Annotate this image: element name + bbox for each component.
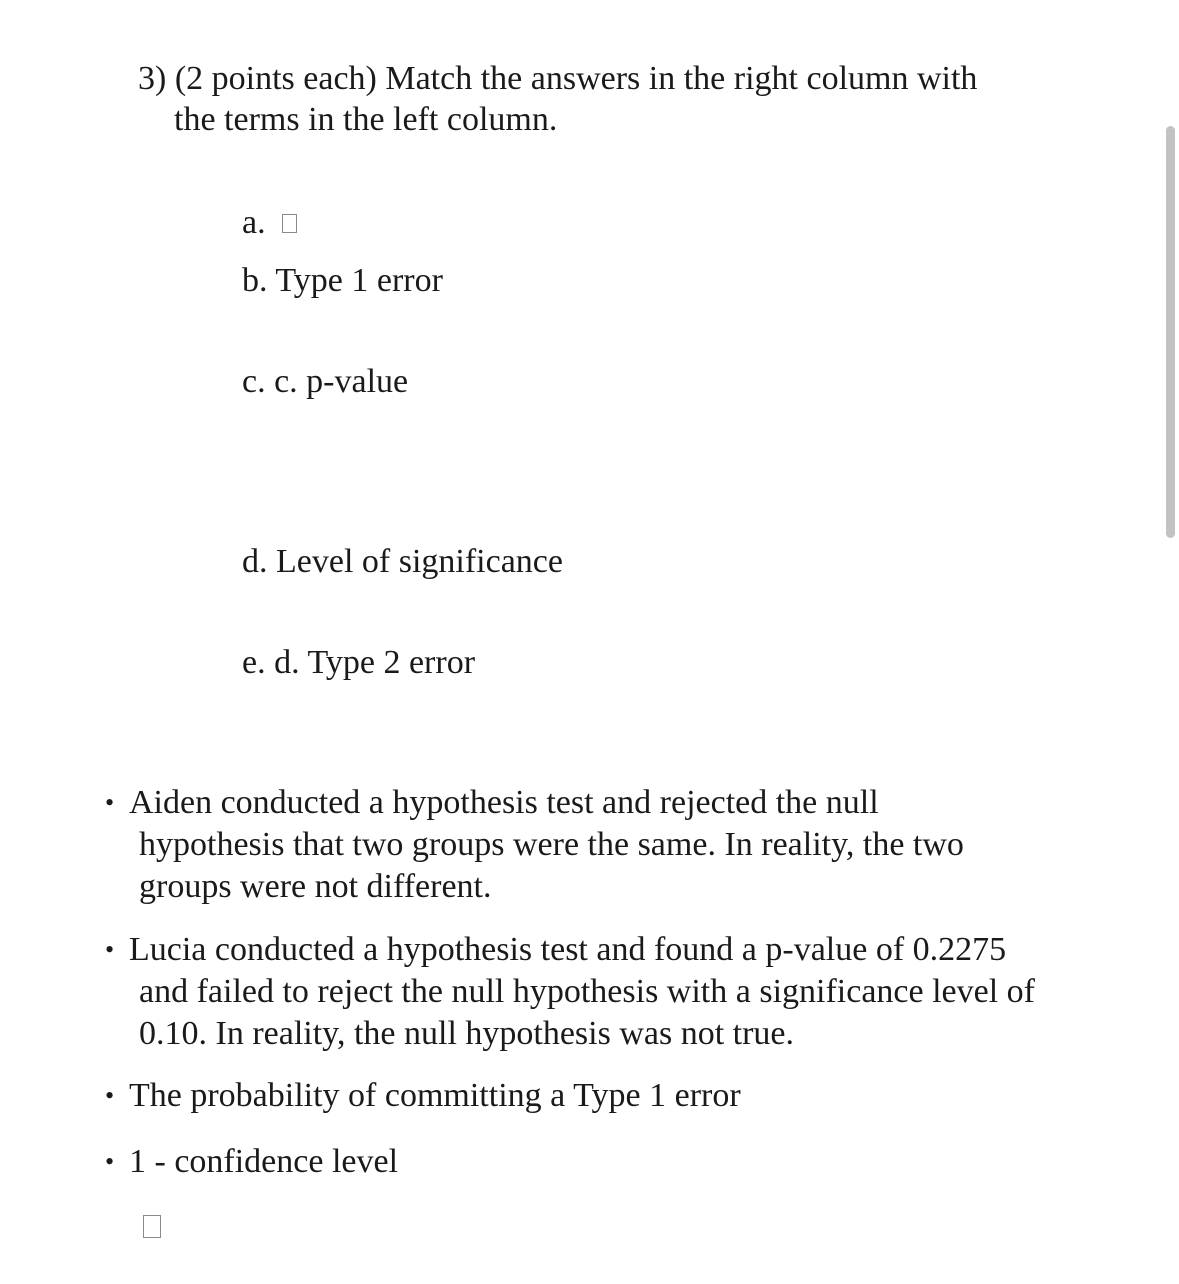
term-letter: e.: [242, 644, 266, 681]
missing-glyph-box: [282, 214, 297, 233]
answer-item-4: [105, 1141, 1045, 1183]
term-letter: c.: [242, 363, 266, 400]
term-a: [242, 203, 297, 243]
answer-item-1: [105, 782, 1045, 908]
bullet-icon: •: [105, 935, 115, 964]
answer-text-first: The probability of committing a Type 1 error: [129, 1077, 741, 1114]
bullet-icon: •: [105, 788, 115, 817]
answer-text-rest: hypothesis that two groups were the same. In reality, the two groups were not different.: [139, 826, 964, 905]
term-text: Type 1 error: [275, 262, 443, 299]
missing-image-box: [143, 1215, 161, 1238]
answer-text-rest: and failed to reject the null hypothesis with a significance level of 0.10. In reality, the null hypothesis was not true.: [139, 973, 1035, 1052]
scrollbar-thumb[interactable]: [1166, 126, 1175, 538]
term-b: [242, 261, 443, 301]
answer-text-first: Aiden conducted a hypothesis test and rejected the null: [129, 784, 879, 821]
bullet-icon: •: [105, 1081, 115, 1110]
term-text: d. Type 2 error: [274, 644, 476, 681]
question-line-1: 3) (2 points each) Match the answers in the right column with: [138, 60, 978, 97]
bullet-icon: •: [105, 1147, 115, 1176]
term-d: [242, 542, 563, 582]
question-line-2: the terms in the left column.: [174, 101, 558, 138]
term-e: [242, 643, 475, 683]
answer-item-2: [105, 929, 1045, 1055]
answer-text-first: 1 - confidence level: [129, 1143, 399, 1180]
term-text: c. p-value: [274, 363, 409, 400]
question-prompt: [138, 58, 1038, 140]
answer-item-3: [105, 1075, 1045, 1117]
scrollbar[interactable]: [1163, 120, 1179, 550]
term-letter: a.: [242, 204, 266, 241]
term-letter: d.: [242, 543, 268, 580]
term-c: [242, 362, 408, 402]
answer-text-first: Lucia conducted a hypothesis test and found a p-value of 0.2275: [129, 931, 1007, 968]
term-letter: b.: [242, 262, 268, 299]
term-text: Level of significance: [276, 543, 563, 580]
